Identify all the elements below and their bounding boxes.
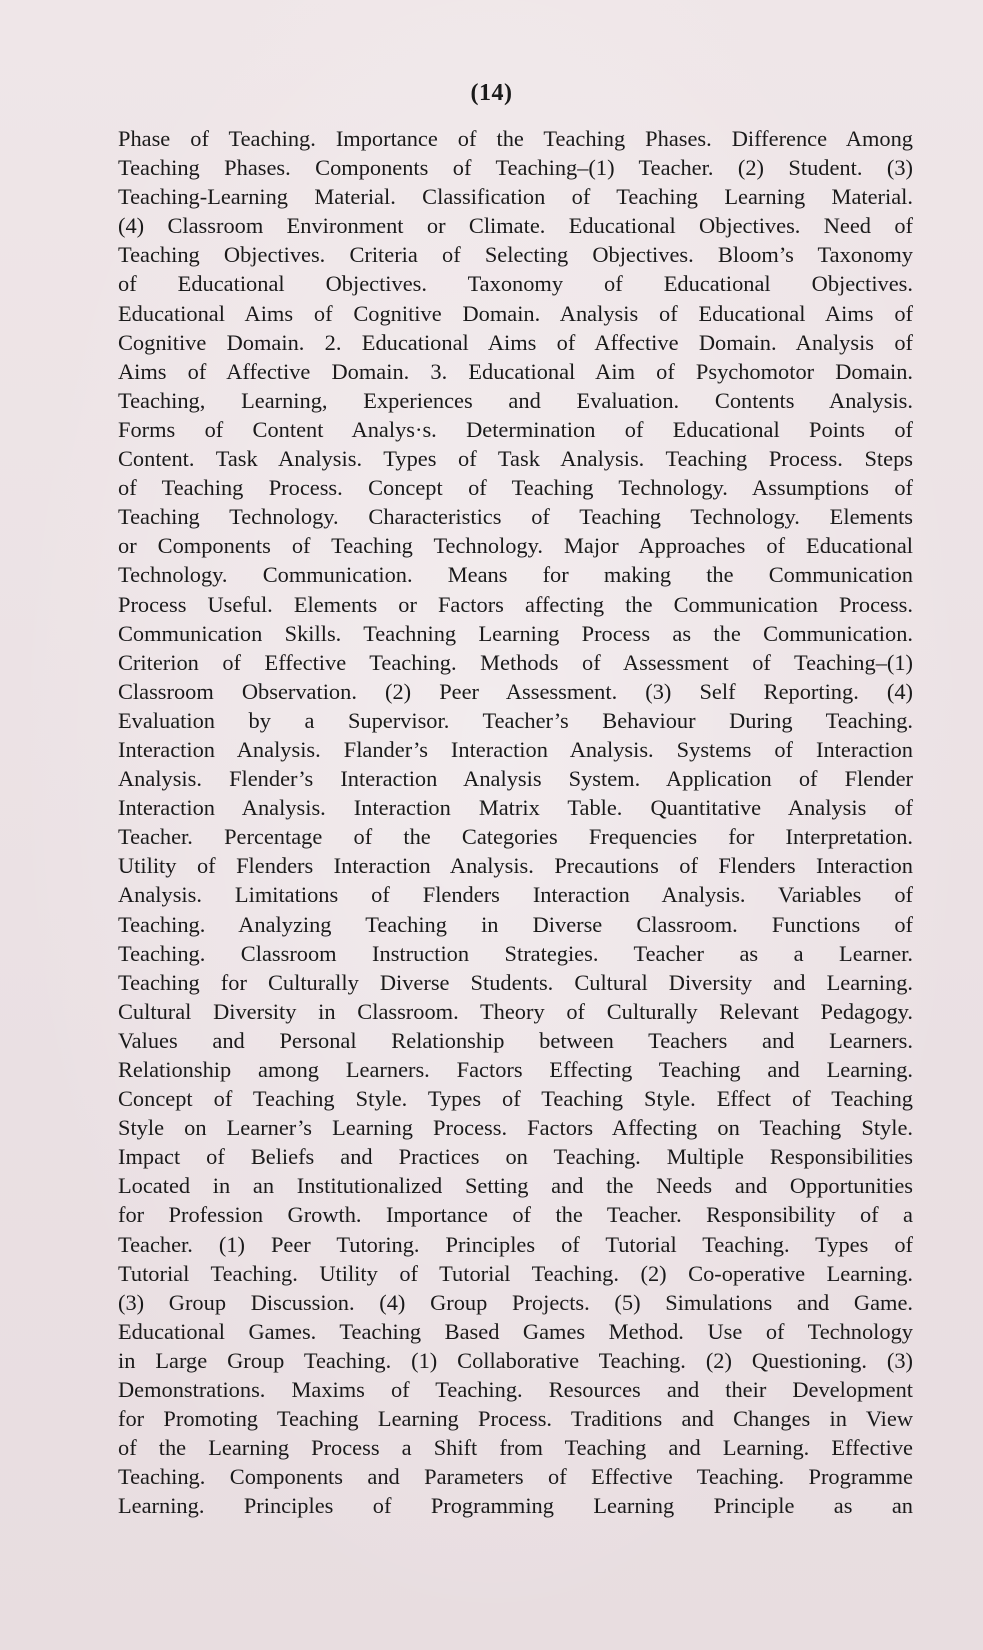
- text-line: Style on Learner’s Learning Process. Factors Affecting on Teaching Style.: [118, 1115, 913, 1141]
- text-line: Analysis. Limitations of Flenders Interaction Analysis. Variables of: [118, 882, 913, 908]
- text-line: (4) Classroom Environment or Climate. Educational Objectives. Need of: [118, 213, 913, 239]
- text-line: Aims of Affective Domain. 3. Educational Aim of Psychomotor Domain.: [118, 358, 913, 384]
- text-line: Teaching. Components and Parameters of Effective Teaching. Programme: [118, 1464, 913, 1490]
- text-line: or Components of Teaching Technology. Major Approaches of Educational: [118, 533, 913, 559]
- text-line: Interaction Analysis. Interaction Matrix Table. Quantitative Analysis of: [118, 795, 913, 821]
- text-line: Content. Task Analysis. Types of Task Analysis. Teaching Process. Steps: [118, 446, 913, 472]
- text-line: Forms of Content Analys·s. Determination of Educational Points of: [118, 416, 913, 442]
- text-line: Communication Skills. Teachning Learning Process as the Communication.: [118, 620, 913, 646]
- text-line: Values and Personal Relationship between Teachers and Learners.: [118, 1027, 913, 1053]
- text-line: Located in an Institutionalized Setting and the Needs and Opportunities: [118, 1173, 913, 1199]
- text-line: Teaching. Analyzing Teaching in Diverse Classroom. Functions of: [118, 911, 913, 937]
- text-line: Evaluation by a Supervisor. Teacher’s Behaviour During Teaching.: [118, 707, 913, 733]
- text-line: Cognitive Domain. 2. Educational Aims of Affective Domain. Analysis of: [118, 329, 913, 355]
- text-line: Cultural Diversity in Classroom. Theory of Culturally Relevant Pedagogy.: [118, 998, 913, 1024]
- text-line: Teaching Phases. Components of Teaching–(1) Teacher. (2) Student. (3): [118, 155, 913, 181]
- text-line: Utility of Flenders Interaction Analysis. Precautions of Flenders Interaction: [118, 853, 913, 879]
- text-line: of Educational Objectives. Taxonomy of Educational Objectives.: [118, 271, 913, 297]
- text-line: of Teaching Process. Concept of Teaching Technology. Assumptions of: [118, 475, 913, 501]
- text-line: Phase of Teaching. Importance of the Teaching Phases. Difference Among: [118, 126, 913, 151]
- text-line: for Profession Growth. Importance of the Teacher. Responsibility of a: [118, 1202, 913, 1228]
- text-line: for Promoting Teaching Learning Process. Traditions and Changes in View: [118, 1406, 913, 1432]
- text-line: Impact of Beliefs and Practices on Teaching. Multiple Responsibilities: [118, 1144, 913, 1170]
- text-line: Teacher. (1) Peer Tutoring. Principles of Tutorial Teaching. Types of: [118, 1231, 913, 1257]
- text-line: Teaching, Learning, Experiences and Evaluation. Contents Analysis.: [118, 387, 913, 413]
- text-line: Process Useful. Elements or Factors affecting the Communication Process.: [118, 591, 913, 617]
- text-line: Teaching Objectives. Criteria of Selecting Objectives. Bloom’s Taxonomy: [118, 242, 913, 268]
- text-line: Teaching for Culturally Diverse Students. Cultural Diversity and Learning.: [118, 969, 913, 995]
- text-line: Concept of Teaching Style. Types of Teaching Style. Effect of Teaching: [118, 1086, 913, 1112]
- text-line: Educational Games. Teaching Based Games Method. Use of Technology: [118, 1318, 913, 1344]
- text-line: Teaching-Learning Material. Classification of Teaching Learning Material.: [118, 184, 913, 210]
- text-line: Teaching Technology. Characteristics of Teaching Technology. Elements: [118, 504, 913, 530]
- text-line: Teacher. Percentage of the Categories Frequencies for Interpretation.: [118, 824, 913, 850]
- text-line: Analysis. Flender’s Interaction Analysis System. Application of Flender: [118, 766, 913, 792]
- text-line: in Large Group Teaching. (1) Collaborative Teaching. (2) Questioning. (3): [118, 1347, 913, 1373]
- text-line: of the Learning Process a Shift from Teaching and Learning. Effective: [118, 1435, 913, 1461]
- text-line: Learning. Principles of Programming Learning Principle as an: [118, 1493, 913, 1519]
- text-line: Technology. Communication. Means for making the Communication: [118, 562, 913, 588]
- page-number: (14): [470, 80, 513, 106]
- text-line: Interaction Analysis. Flander’s Interaction Analysis. Systems of Interaction: [118, 736, 913, 762]
- table-of-contents-paragraph: [118, 124, 913, 1521]
- text-line: Criterion of Effective Teaching. Methods of Assessment of Teaching–(1): [118, 649, 913, 675]
- text-line: Tutorial Teaching. Utility of Tutorial Teaching. (2) Co-operative Learning.: [118, 1260, 913, 1286]
- text-line: Classroom Observation. (2) Peer Assessment. (3) Self Reporting. (4): [118, 678, 913, 704]
- text-line: Teaching. Classroom Instruction Strategies. Teacher as a Learner.: [118, 940, 913, 966]
- text-line: (3) Group Discussion. (4) Group Projects. (5) Simulations and Game.: [118, 1289, 913, 1315]
- text-line: Relationship among Learners. Factors Effecting Teaching and Learning.: [118, 1057, 913, 1082]
- text-line: Educational Aims of Cognitive Domain. Analysis of Educational Aims of: [118, 300, 913, 326]
- text-line: Demonstrations. Maxims of Teaching. Resources and their Development: [118, 1377, 913, 1403]
